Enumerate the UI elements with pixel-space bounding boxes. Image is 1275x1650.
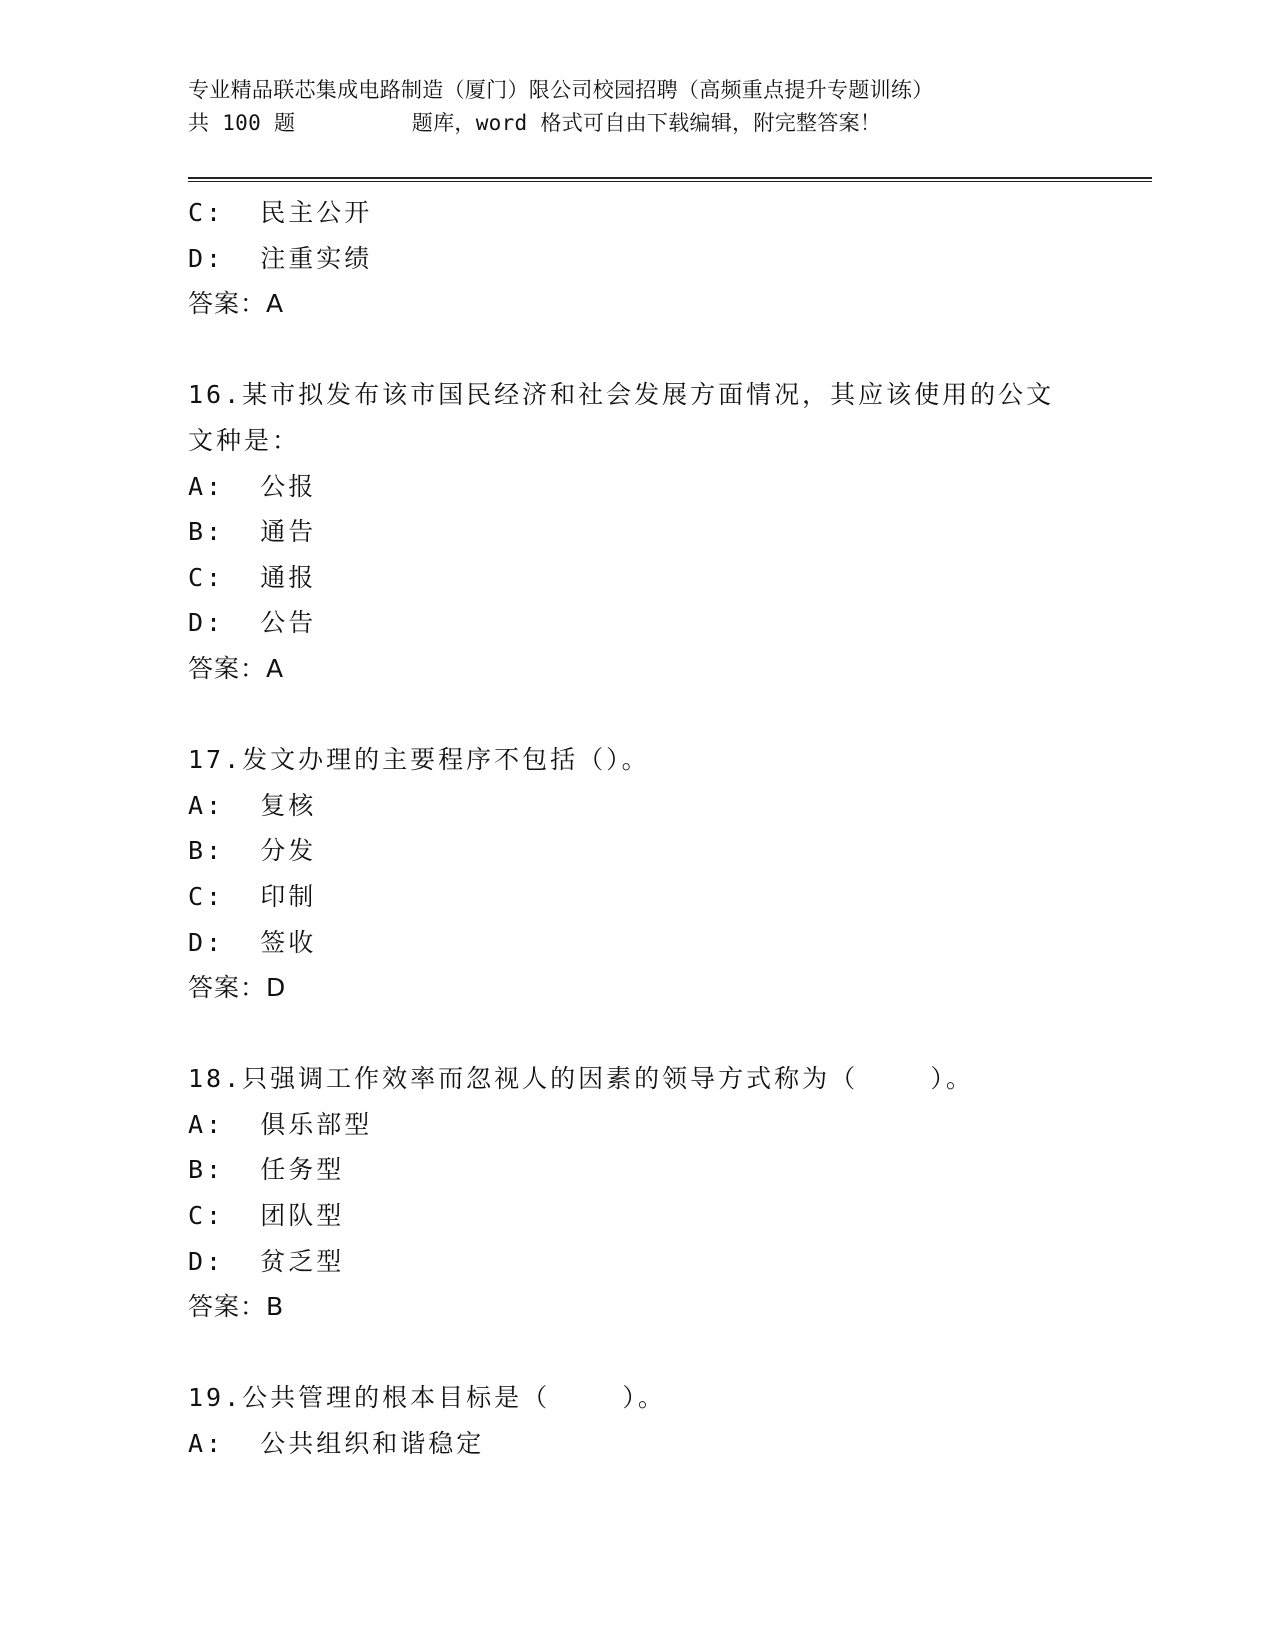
question-16 <box>188 372 1108 691</box>
answer: 答案：A <box>188 653 285 683</box>
option-b: B: 通告 <box>188 517 317 547</box>
question-stem: 18.只强调工作效率而忽视人的因素的领导方式称为（ ）。 <box>188 1064 974 1094</box>
header-subtitle: 共 100 题 题库，word 格式可自由下载编辑，附完整答案！ <box>188 111 882 135</box>
option-d: D: 贫乏型 <box>188 1246 345 1276</box>
question-stem-continued: 文种是： <box>188 425 301 455</box>
option-c: C: 印制 <box>188 881 317 911</box>
spacer <box>188 1011 1108 1057</box>
answer: 答案：B <box>188 1292 285 1322</box>
spacer <box>188 327 1108 373</box>
option-a: A: 复核 <box>188 790 317 820</box>
question-stem: 16.某市拟发布该市国民经济和社会发展方面情况，其应该使用的公文 <box>188 380 1055 410</box>
header-divider <box>188 177 1152 182</box>
option-b: B: 任务型 <box>188 1155 345 1185</box>
question-15-tail <box>188 190 1108 327</box>
question-stem: 17.发文办理的主要程序不包括（）。 <box>188 745 650 775</box>
question-17 <box>188 737 1108 1011</box>
option-a: A: 公报 <box>188 471 317 501</box>
spacer <box>188 692 1108 738</box>
option-b: B: 分发 <box>188 836 317 866</box>
answer: 答案：D <box>188 973 287 1003</box>
document-header <box>188 74 1088 140</box>
question-18 <box>188 1056 1108 1330</box>
option-d: D: 注重实绩 <box>188 243 373 273</box>
option-d: D: 公告 <box>188 608 317 638</box>
header-title: 专业精品联芯集成电路制造（厦门）限公司校园招聘（高频重点提升专题训练） <box>188 78 934 102</box>
option-a: A: 公共组织和谐稳定 <box>188 1429 485 1459</box>
question-list <box>188 190 1108 1467</box>
option-c: C: 通报 <box>188 562 317 592</box>
question-stem: 19.公共管理的根本目标是（ ）。 <box>188 1383 666 1413</box>
question-19 <box>188 1375 1108 1466</box>
spacer <box>188 1330 1108 1376</box>
option-d: D: 签收 <box>188 927 317 957</box>
option-c: C: 团队型 <box>188 1201 345 1231</box>
answer: 答案：A <box>188 289 285 319</box>
option-c: C: 民主公开 <box>188 198 373 227</box>
option-a: A: 俱乐部型 <box>188 1109 373 1139</box>
